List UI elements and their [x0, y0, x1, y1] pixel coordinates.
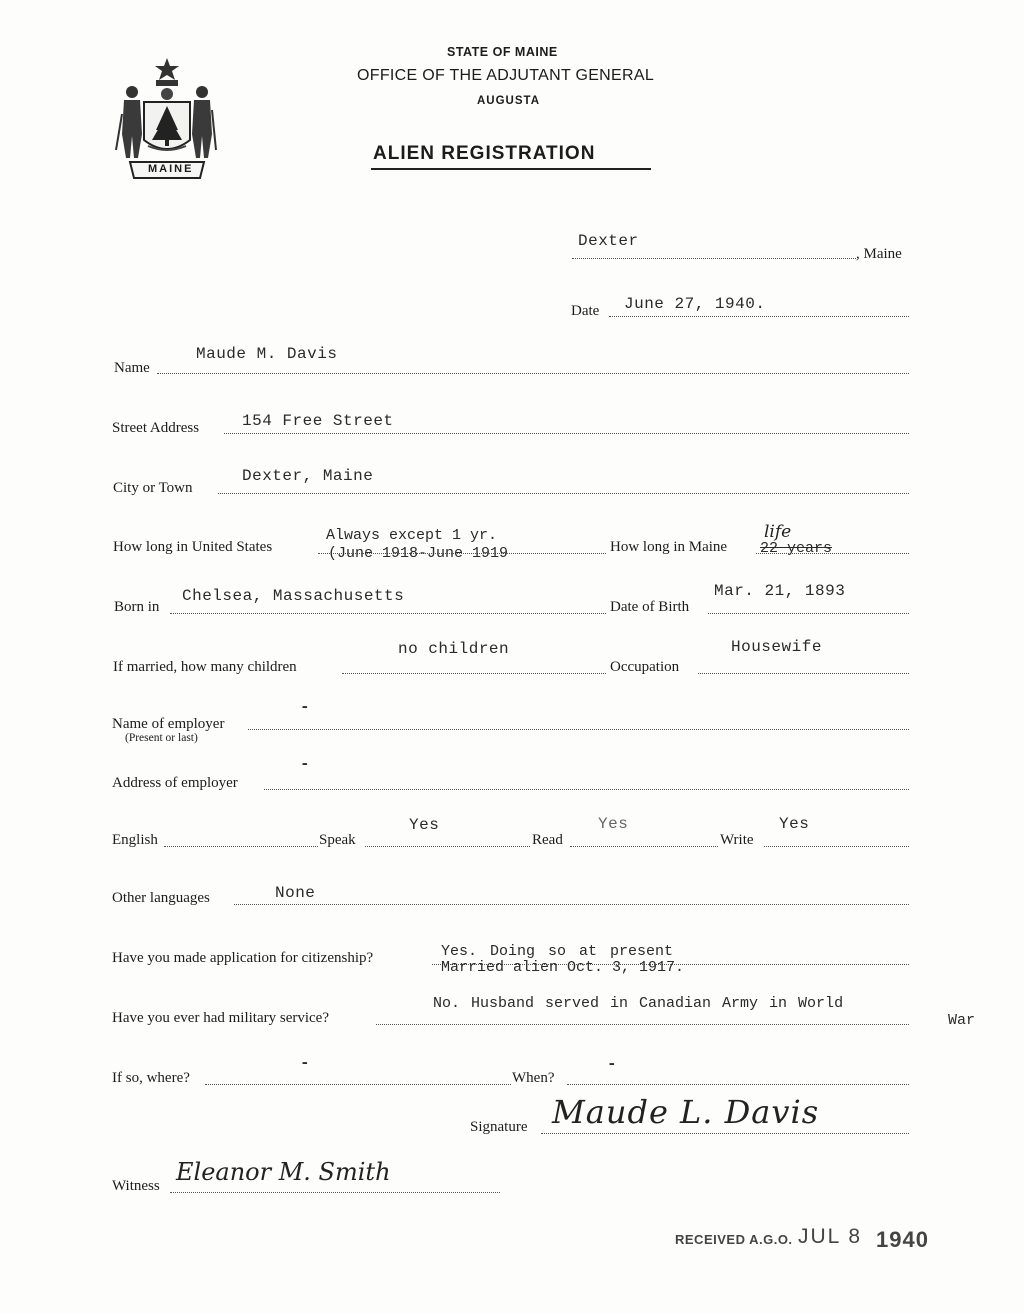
date-line: [609, 316, 909, 317]
witness-label: Witness: [112, 1178, 160, 1194]
how-long-us-label: How long in United States: [113, 539, 273, 555]
header-state: STATE OF MAINE: [447, 45, 558, 59]
children-value: no children: [398, 640, 510, 658]
location-value: Dexter: [578, 232, 639, 250]
seal-banner-text: MAINE: [148, 163, 194, 175]
received-stamp-year: 1940: [876, 1227, 929, 1252]
employer-name-line: [248, 729, 909, 730]
date-of-birth-label: Date of Birth: [610, 599, 690, 615]
city-value: Dexter, Maine: [242, 467, 374, 485]
maine-state-seal-icon: [112, 54, 222, 184]
how-long-maine-label: How long in Maine: [610, 539, 728, 555]
name-label: Name: [114, 360, 150, 376]
header-office: OFFICE OF THE ADJUTANT GENERAL: [357, 67, 655, 84]
born-in-value: Chelsea, Massachusetts: [182, 587, 405, 605]
how-long-maine-correction: life: [764, 522, 792, 542]
when-line: [567, 1084, 909, 1085]
other-languages-line: [234, 904, 909, 905]
other-languages-value: None: [275, 884, 316, 902]
english-line: [164, 846, 318, 847]
speak-label: Speak: [319, 832, 356, 848]
born-in-line: [170, 613, 606, 614]
street-label: Street Address: [112, 420, 200, 436]
occupation-line: [698, 673, 909, 674]
date-label: Date: [571, 303, 600, 319]
write-value: Yes: [779, 815, 810, 833]
name-line: [157, 373, 909, 374]
where-line: [205, 1084, 511, 1085]
read-value: Yes: [598, 815, 629, 833]
citizenship-label: Have you made application for citizenship?: [112, 950, 374, 966]
name-value: Maude M. Davis: [196, 345, 338, 363]
witness-value: Eleanor M. Smith: [176, 1158, 391, 1186]
citizenship-value-2: Married alien Oct. 3, 1917.: [441, 959, 685, 976]
received-stamp-date: JUL 8: [798, 1225, 863, 1248]
other-languages-label: Other languages: [112, 890, 210, 906]
how-long-us-value-2: (June 1918-June 1919: [328, 545, 509, 562]
form-title: ALIEN REGISTRATION: [373, 143, 596, 164]
citizenship-value-1: Yes. Doing so at present: [441, 943, 674, 960]
how-long-us-value-1: Always except 1 yr.: [326, 527, 498, 544]
header-city: AUGUSTA: [477, 95, 541, 107]
write-label: Write: [720, 832, 754, 848]
english-label: English: [112, 832, 158, 848]
occupation-label: Occupation: [610, 659, 680, 675]
speak-line: [365, 846, 530, 847]
children-line: [342, 673, 606, 674]
military-line: [376, 1024, 909, 1025]
how-long-maine-struck-value: 22 years: [760, 540, 833, 557]
when-label: When?: [512, 1070, 555, 1086]
military-value-1: No. Husband served in Canadian Army in World: [433, 995, 844, 1012]
military-label: Have you ever had military service?: [112, 1010, 329, 1026]
when-value: -: [607, 1055, 618, 1073]
employer-name-sublabel: (Present or last): [125, 732, 198, 744]
born-in-label: Born in: [114, 599, 160, 615]
employer-address-line: [264, 789, 909, 790]
where-label: If so, where?: [112, 1070, 190, 1086]
date-value: June 27, 1940.: [624, 295, 766, 313]
witness-line: [170, 1192, 500, 1193]
employer-address-label: Address of employer: [112, 775, 238, 791]
employer-address-value: -: [300, 755, 311, 773]
speak-value: Yes: [409, 816, 440, 834]
city-label: City or Town: [113, 480, 193, 496]
signature-line: [541, 1133, 909, 1134]
employer-name-label: Name of employer: [112, 716, 225, 732]
where-value: -: [300, 1054, 311, 1072]
received-stamp-label: RECEIVED A.G.O.: [675, 1232, 793, 1247]
date-of-birth-value: Mar. 21, 1893: [714, 582, 846, 600]
occupation-value: Housewife: [731, 638, 822, 656]
read-label: Read: [532, 832, 563, 848]
read-line: [570, 846, 718, 847]
location-suffix: , Maine: [856, 246, 902, 262]
children-label: If married, how many children: [113, 659, 297, 675]
write-line: [764, 846, 909, 847]
signature-value: Maude L. Davis: [552, 1093, 820, 1131]
street-line: [224, 433, 909, 434]
title-underline: [371, 168, 651, 170]
date-of-birth-line: [708, 613, 909, 614]
location-line: [572, 258, 856, 259]
street-value: 154 Free Street: [242, 412, 394, 430]
military-value-2: War: [948, 1012, 976, 1029]
signature-label: Signature: [470, 1119, 528, 1135]
employer-name-value: -: [300, 698, 311, 716]
city-line: [218, 493, 909, 494]
